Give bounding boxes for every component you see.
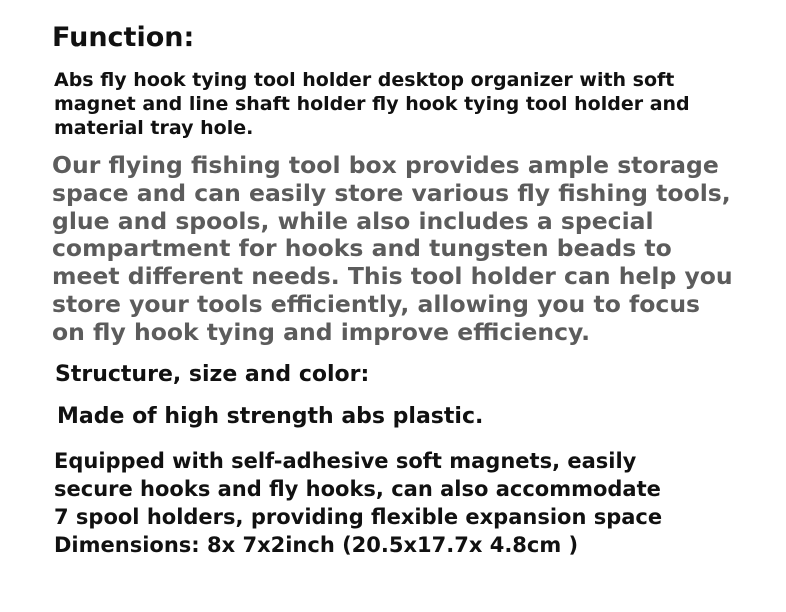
function-heading: Function: [52, 22, 195, 53]
features-dimensions-text: Equipped with self-adhesive soft magnets, easily secure hooks and fly hooks, can also accommodate 7 spool holders, providing flexible expansion space Dimensions: 8x 7x2inch (20.5x17.7x 4.8cm ) [54, 449, 663, 557]
function-summary-text: Abs fly hook tying tool holder desktop organizer with soft magnet and line shaft holder fly hook tying tool holder and material tray hole. [54, 69, 690, 139]
structure-heading: Structure, size and color: [55, 362, 370, 387]
material-text: Made of high strength abs plastic. [57, 404, 484, 429]
function-description-text: Our flying fishing tool box provides ample storage space and can easily store various fly fishing tools, glue and spools, while also includes a special compartment for hooks and tungsten beads to meet different needs. This tool holder can help you store your tools efficiently, allowing you to focus on fly hook tying and improve efficiency. [52, 151, 733, 346]
